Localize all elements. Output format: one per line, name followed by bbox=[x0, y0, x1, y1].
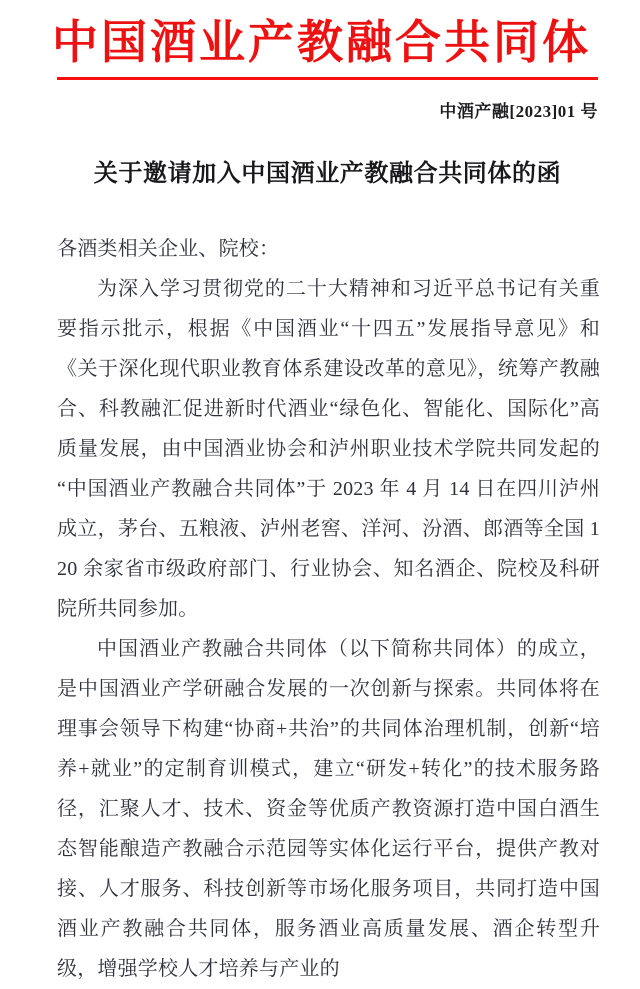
salutation: 各酒类相关企业、院校： bbox=[57, 238, 280, 260]
document-title: 关于邀请加入中国酒业产教融合共同体的函 bbox=[93, 161, 562, 187]
body-paragraph-2: 中国酒业产教融合共同体（以下简称共同体）的成立，是中国酒业产学研融合发展的一次创新与探索。共同体将在理事会领导下构建“协商+共治”的共同体治理机制，创新“培养+就业”的定制育训模式，建立“研发+转化”的技术服务路径，汇聚人才、技术、资金等优质产教资源打造中国白酒生态智能酿造产教融合示范园等实体化运行平台，提供产教对接、人才服务、科技创新等市场化服务项目，共同打造中国酒业产教融合共同体，服务酒业高质量发展、酒企转型升级，增强学校人才培养与产业的 bbox=[57, 638, 600, 980]
masthead bbox=[0, 16, 640, 70]
masthead-title: 中国酒业产教融合共同体 bbox=[52, 17, 591, 68]
masthead-red-rule bbox=[57, 77, 598, 80]
body-paragraph-1: 为深入学习贯彻党的二十大精神和习近平总书记有关重要指示批示，根据《中国酒业“十四五”发展指导意见》和《关于深化现代职业教育体系建设改革的意见》，统筹产教融合、科教融汇促进新时代酒业“绿色化、智能化、国际化”高质量发展，由中国酒业协会和泸州职业技术学院共同发起的“中国酒业产教融合共同体”于 2023 年 4 月 14 日在四川泸州成立，茅台、五粮液、泸州老窖、洋河、汾酒、郎酒等全国 120 余家省市级政府部门、行业协会、知名酒企、院校及科研院所共同参加。 bbox=[57, 278, 600, 620]
document-body bbox=[57, 229, 600, 989]
document-number: 中酒产融[2023]01 号 bbox=[439, 102, 598, 121]
